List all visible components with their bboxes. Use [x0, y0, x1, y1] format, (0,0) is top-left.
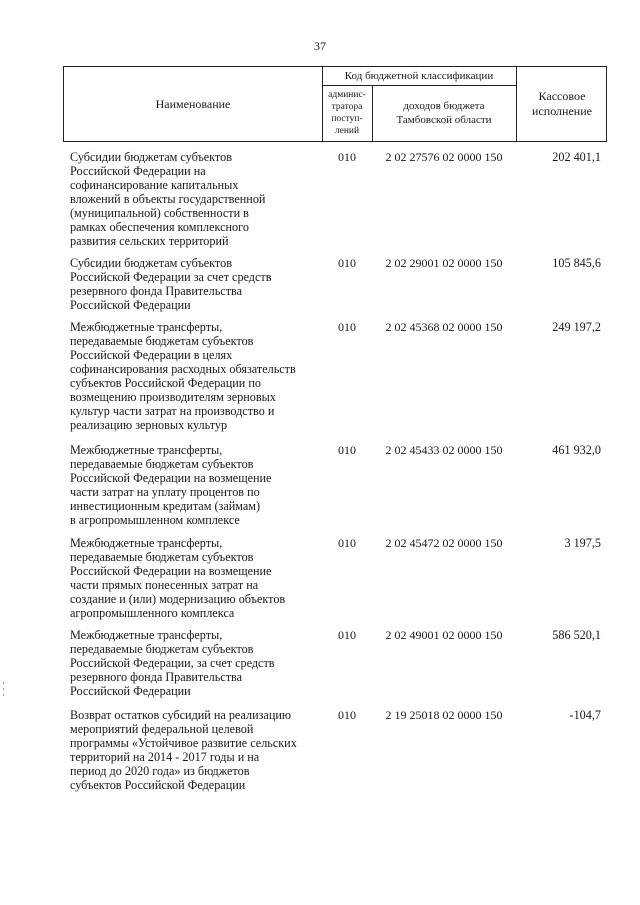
page-number: 37 [314, 39, 326, 53]
header-admin: админис- тратора поступ- лений [328, 90, 366, 136]
row-admin-code: 010 [338, 256, 356, 270]
table-header [63, 66, 607, 142]
header-name: Наименование [155, 96, 231, 111]
row-name: Межбюджетные трансферты, передаваемые бюджетам субъектов Российской Федерации, за счет средств резервного фонда Правительства Российской Федерации [70, 628, 275, 698]
header-kass: Кассовое исполнение [532, 89, 592, 118]
row-amount: 202 401,1 [552, 150, 601, 164]
row-income-code: 2 02 27576 02 0000 150 [385, 150, 503, 164]
row-admin-code: 010 [338, 628, 356, 642]
row-income-code: 2 02 45433 02 0000 150 [385, 443, 503, 457]
row-amount: 249 197,2 [552, 320, 601, 334]
row-income-code: 2 02 29001 02 0000 150 [385, 256, 503, 270]
row-admin-code: 010 [338, 320, 356, 334]
row-amount: -104,7 [569, 708, 601, 722]
row-admin-code: 010 [338, 443, 356, 457]
header-code-group: Код бюджетной классификации [344, 70, 494, 82]
row-amount: 461 932,0 [552, 443, 601, 457]
row-name: Межбюджетные трансферты, передаваемые бюджетам субъектов Российской Федерации в целях софинансирования расходных обязательств субъектов Российской Федерации по возмещению производителям зерновых культур части затрат на производство и реализацию зерновых культур [70, 320, 296, 432]
row-income-code: 2 19 25018 02 0000 150 [385, 708, 503, 722]
row-admin-code: 010 [338, 708, 356, 722]
row-admin-code: 010 [338, 150, 356, 164]
header-income: доходов бюджета Тамбовской области [396, 100, 492, 126]
row-income-code: 2 02 45472 02 0000 150 [385, 536, 503, 550]
row-name: Межбюджетные трансферты, передаваемые бюджетам субъектов Российской Федерации на возмещение части прямых понесенных затрат на создание и (или) модернизацию объектов агропромышленного комплекса [70, 536, 286, 620]
row-amount: 586 520,1 [552, 628, 601, 642]
scan-margin-mark [2, 678, 5, 708]
row-admin-code: 010 [338, 536, 356, 550]
row-amount: 105 845,6 [552, 256, 601, 270]
row-amount: 3 197,5 [564, 536, 601, 550]
row-name: Субсидии бюджетам субъектов Российской Федерации на софинансирование капитальных вложений в объекты государственной (муниципальной) собственности в рамках обеспечения комплексного развития сельских территорий [70, 150, 266, 248]
row-income-code: 2 02 45368 02 0000 150 [385, 320, 503, 334]
row-income-code: 2 02 49001 02 0000 150 [385, 628, 503, 642]
row-name: Межбюджетные трансферты, передаваемые бюджетам субъектов Российской Федерации на возмещение части затрат на уплату процентов по инвестиционным кредитам (займам) в агропромышленном комплексе [70, 443, 272, 527]
row-name: Возврат остатков субсидий на реализацию мероприятий федеральной целевой программы «Устойчивое развитие сельских территорий на 2014 - 2017 годы и на период до 2020 года» из бюджетов субъектов Российской Федерации [70, 708, 297, 792]
row-name: Субсидии бюджетам субъектов Российской Федерации за счет средств резервного фонда Правительства Российской Федерации [70, 256, 272, 312]
